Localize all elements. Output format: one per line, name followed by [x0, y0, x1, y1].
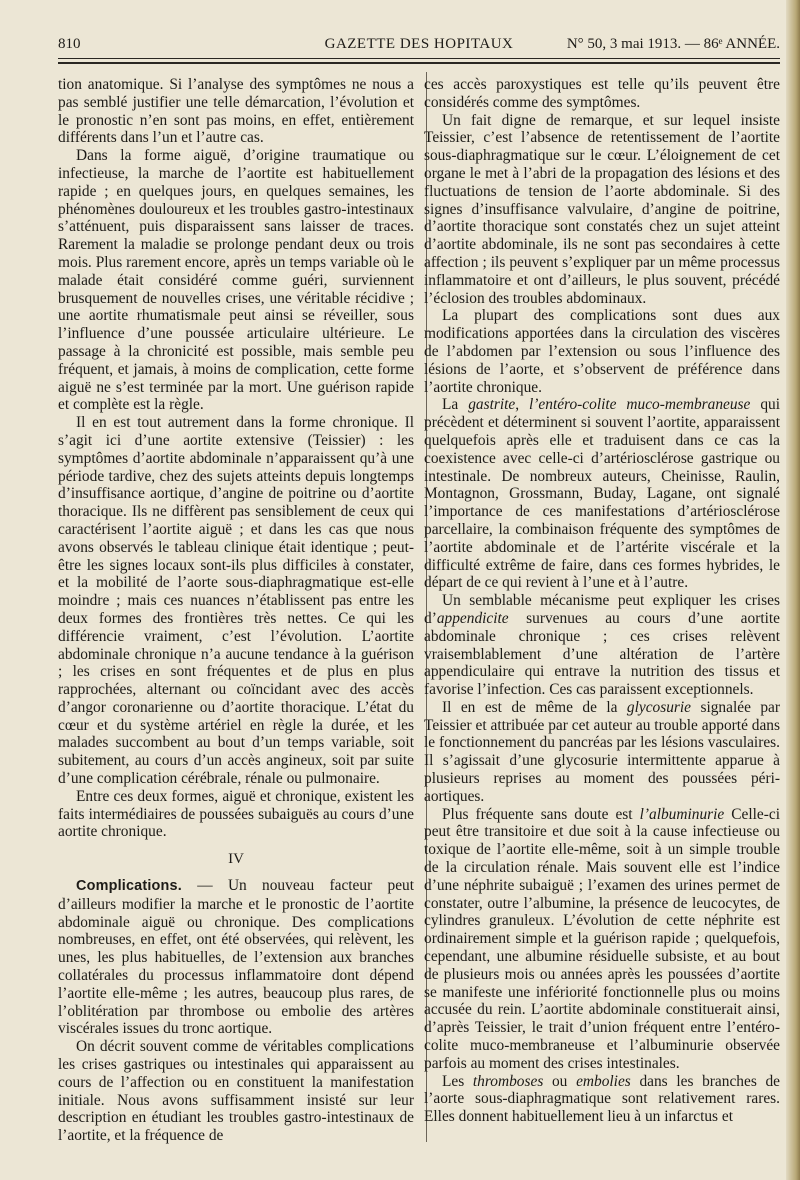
- paragraph: [424, 592, 780, 699]
- text-run: qui précèdent et déterminent si souvent l’aortite, apparaissent quelquefois après elle et traduisent dans ce cas la coexistence avec celle-ci d’artériosclérose gastrique ou intestinale. De nombreux auteurs, Cheinisse, Raulin, Montagnon, Grossmann, Buday, Lagane, ont signalé l’importance de ces manifestations d’artériosclérose parcellaire, la combinaison fréquente des symptômes de l’aortite abdominale et de l’artérite viscérale et la difficulté extrême de faire, dans ces formes hybrides, le départ de ce qui revient à l’une et à l’autre.: [424, 396, 780, 592]
- text-run: signalée par Teissier et attribuée par cet auteur au trouble apporté dans le fonctionnement du pancréas par les lésions vasculaires. Il s’agissait d’une glycosurie intermittente apparue à plusieurs reprises au moment des poussées péri-aortiques.: [424, 698, 780, 805]
- text-run: ou: [543, 1072, 577, 1090]
- paragraph: Un fait digne de remarque, et sur lequel insiste Teissier, c’est l’absence de retentissement de l’aortite sous-diaphragmatique sur le cœur. L’éloignement de cet organe le met à l’abri de la propagation des lésions et des fluctuations de tension de l’aorte abdominale. Si des signes d’insuffisance valvulaire, d’angine de poitrine, d’aortite thoracique sont constatés chez un sujet atteint d’aortite abdominale, ils ne sont pas secondaires à cette affection ; ils peuvent s’expliquer par un même processus inflammatoire et ont d’ailleurs, le plus souvent, précédé l’éclosion des troubles abdominaux.: [424, 111, 780, 307]
- italic-term: embolies: [576, 1072, 631, 1090]
- journal-title: GAZETTE DES HOPITAUX: [324, 36, 514, 52]
- paragraph: La plupart des complications sont dues aux modifications apportées dans la circulation des viscères de l’abdomen par l’extension ou sous l’influence des lésions de l’aorte, et s’observent de préférence dans l’aortite chronique.: [424, 307, 780, 396]
- paragraph: ces accès paroxystiques est telle qu’ils peuvent être considérés comme des symptômes.: [424, 76, 780, 111]
- paragraph: tion anatomique. Si l’analyse des symptômes ne nous a pas semblé justifier une telle démarcation, l’évolution et le pronostic n’en sont pas moins, en effet, entièrement différents dans l’un et l’autre cas.: [58, 76, 414, 147]
- text-run: Il en est de même de la: [442, 698, 627, 716]
- section-number: IV: [228, 851, 244, 868]
- paragraph: [58, 877, 414, 1038]
- binding-edge: [786, 0, 800, 1180]
- italic-term: l’entéro-colite muco-membraneuse: [529, 396, 751, 414]
- right-column: [424, 76, 780, 1126]
- italic-term: appendicite: [436, 609, 509, 627]
- paragraph: Il en est tout autrement dans la forme chronique. Il s’agit ici d’une aortite extensive (Teissier) : les symptômes d’aortite abdominale n’apparaissent qu’à une période tardive, chez des sujets atteints depuis longtemps d’insuffisance aortique, d’angine de poitrine ou d’aortite thoracique. Ils ne diffèrent pas sensiblement de ceux qui caractérisent l’aortite aiguë ; et dans les cas que nous avons observés le tableau clinique était identique ; peut-être les signes locaux sont-ils plus difficiles à constater, et la mobilité de l’aorte sous-diaphragmatique est-elle moindre ; mais ces nuances n’établissent pas entre les deux formes des frontières très nettes. Ce qui les différencie vraiment, c’est l’évolution. L’aortite abdominale chronique n’a aucune tendance à la guérison ; les crises en sont fréquentes et de plus en plus rapprochées, alternant ou coïncidant avec des accès d’angor coronarienne ou d’aortite thoracique. L’état du cœur et du système artériel en règle la durée, et les malades succombent au bout d’un temps variable, soit subitement, au cours d’un accès angineux, soit par suite d’une complication cérébrale, rénale ou pulmonaire.: [58, 414, 414, 788]
- left-column: [58, 76, 414, 1145]
- paragraph: Entre ces deux formes, aiguë et chronique, existent les faits intermédiaires de poussées subaiguës au cours d’une aortite chronique.: [58, 787, 414, 841]
- header-rule-thick: [58, 62, 780, 64]
- paragraph: Dans la forme aiguë, d’origine traumatique ou infectieuse, la marche de l’aortite est habituellement rapide ; en quelques jours, en quelques semaines, les phénomènes douloureux et les troubles gastro-intestinaux s’atténuent, puis disparaissent sans laisser de traces. Rarement la maladie se prolonge pendant deux ou trois mois. Plus rarement encore, après un temps variable où le malade était considéré comme guéri, surviennent brusquement de nouvelles crises, une véritable récidive ; une aortite rhumatismale peut ainsi se réveiller, sous l’influence d’une poussée articulaire ultérieure. Le passage à la chronicité est possible, mais semble peu fréquent, et jamais, à moins de complication, cette forme aiguë ne s’est terminée par la mort. Une guérison rapide et complète est la règle.: [58, 147, 414, 414]
- italic-term: l’albuminurie: [639, 805, 725, 823]
- text-run: La: [442, 396, 469, 414]
- text-run: dans les branches de l’aorte sous-diaphragmatique sont relativement rares. Elles donnent habituellement lieu à un infarctus et: [424, 1072, 781, 1126]
- running-header: [58, 36, 780, 58]
- italic-term: thromboses: [472, 1072, 544, 1090]
- header-rule-thin: [58, 58, 780, 59]
- italic-term: gastrite: [468, 396, 516, 414]
- paragraph: [424, 1073, 780, 1126]
- text-run: ,: [515, 396, 530, 414]
- paragraph: [424, 806, 780, 1073]
- section-heading: Complications.: [76, 878, 182, 895]
- text-run: Celle-ci peut être transitoire et due soit à la cause infectieuse ou toxique de l’aortite elle-même, soit à un simple trouble de la circulation rénale. Mais souvent elle est l’indice d’une néphrite subaiguë ; l’examen des urines permet de constater, outre l’albumine, la présence de leucocytes, de cylindres granuleux. L’évolution de cette néphrite est ordinairement simple et la guérison rapide ; quelquefois, cependant, une albumine résiduelle subsiste, et au bout de plusieurs mois ou années après les poussées d’aortite se manifeste une infériorité fonctionnelle plus ou moins accusée du rein. L’aortite abdominale constituerait ainsi, d’après Teissier, le trait d’union fréquent entre l’entéro-colite muco-membraneuse et l’albuminurie observée parfois au moment des crises intestinales.: [424, 805, 780, 1072]
- text-run: Plus fréquente sans doute est: [442, 805, 640, 823]
- issue-info: N° 50, 3 mai 1913. — 86ᵉ ANNÉE.: [566, 36, 780, 52]
- paragraph: [424, 396, 780, 592]
- text-run: Les: [442, 1072, 473, 1090]
- page-number: 810: [58, 36, 81, 52]
- italic-term: glycosurie: [626, 698, 692, 716]
- paragraph-text: — Un nouveau facteur peut d’ailleurs modifier la marche et le pronostic de l’aortite abdominale aiguë ou chronique. Des complications nombreuses, en effet, ont été observées, qui relèvent, les unes, les plus habituelles, de l’extension aux branches collatérales du processus inflammatoire dont dépend l’aortite elle-même ; les autres, beaucoup plus rares, de l’oblitération par thrombose ou embolie des artères viscérales issues du tronc aortique.: [58, 877, 414, 1038]
- paragraph: [424, 699, 780, 806]
- text-run: Un semblable mécanisme peut expliquer les crises d’: [424, 592, 780, 627]
- text-run: survenues au cours d’une aortite abdominale chronique ; ces crises relèvent vraisemblablement d’une altération de l’artère appendiculaire qui entrave la nutrition des tissus et favorise l’infection. Ces cas paraissent exceptionnels.: [424, 609, 780, 699]
- paragraph: On décrit souvent comme de véritables complications les crises gastriques ou intestinales qui apparaissent au cours de l’affection ou en constituent la manifestation initiale. Nous avons suffisamment insisté sur leur description en étudiant les troubles gastro-intestinaux de l’aortite, et la fréquence de: [58, 1038, 414, 1145]
